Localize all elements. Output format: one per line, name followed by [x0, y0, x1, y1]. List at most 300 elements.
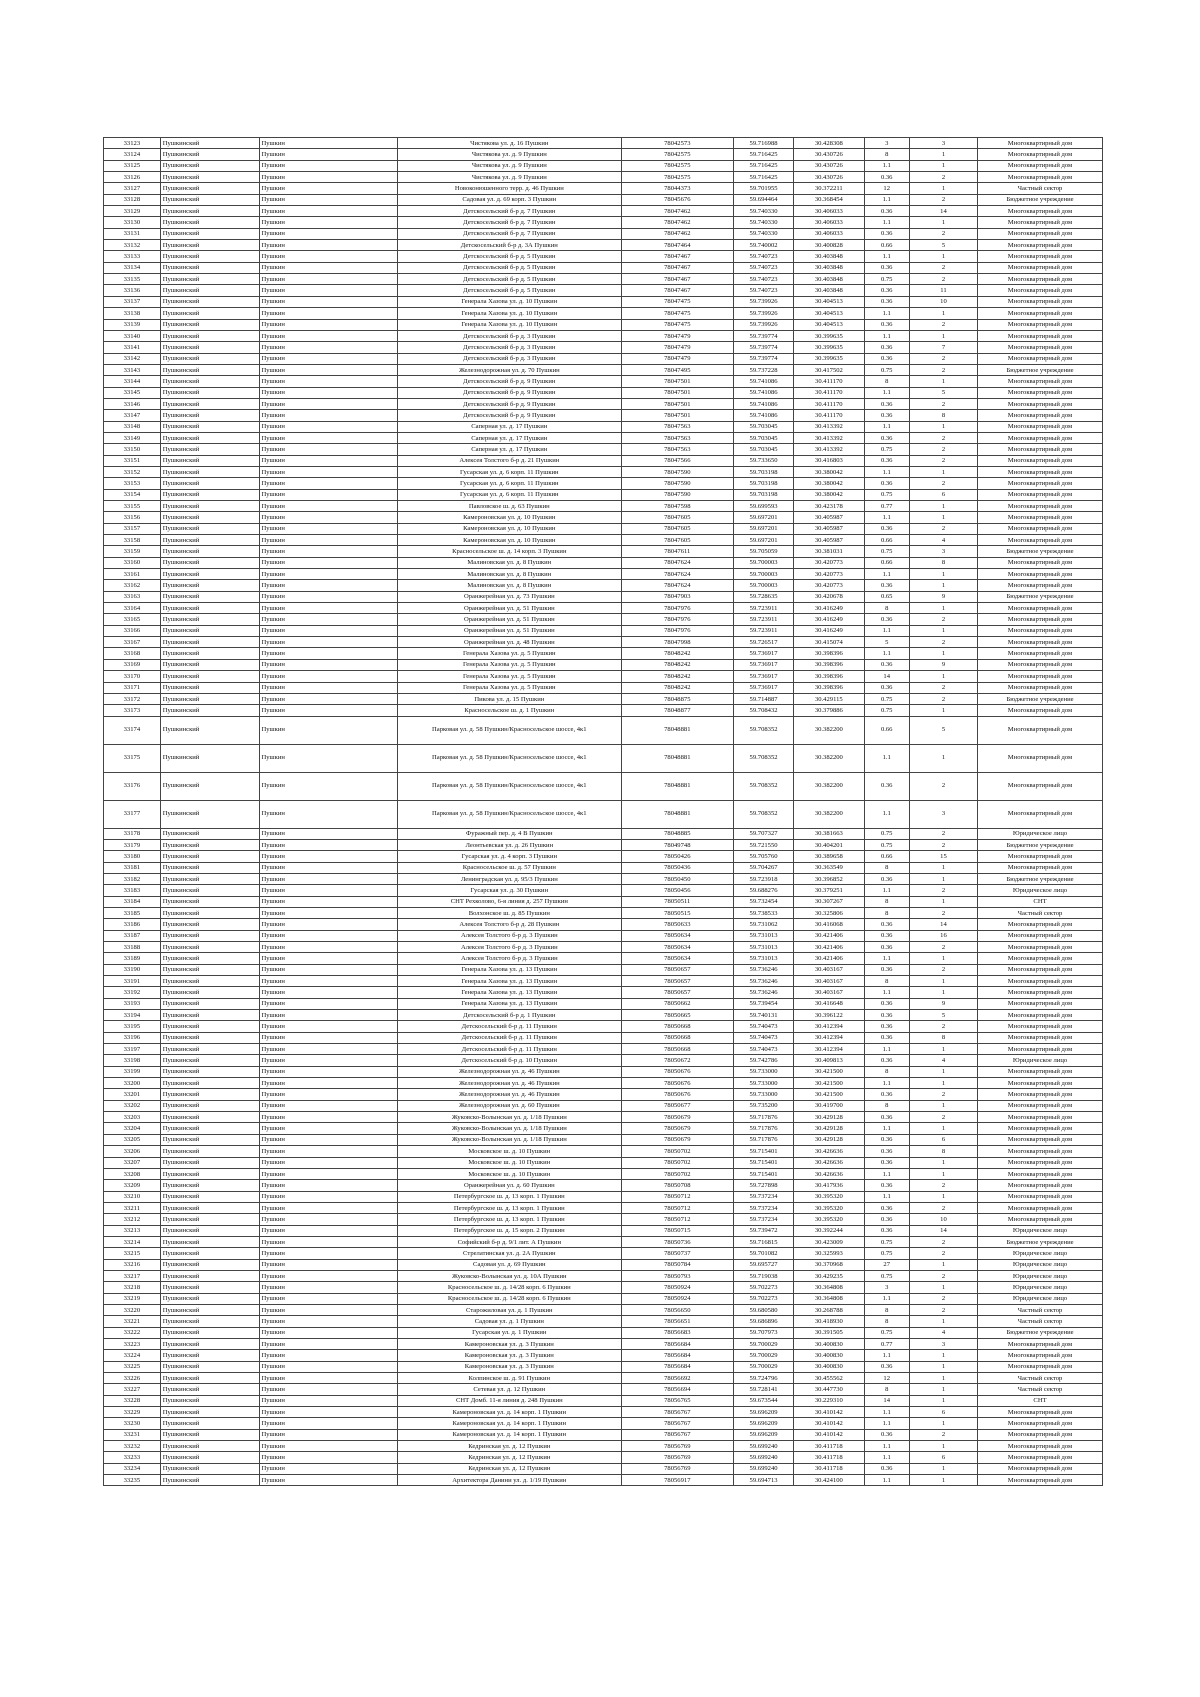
cell-district: Пушкинский	[160, 919, 259, 930]
cell-city: Пушкин	[259, 614, 397, 625]
cell-city: Пушкин	[259, 1282, 397, 1293]
cell-longitude: 30.429128	[794, 1112, 864, 1123]
cell-address: Садовая ул. д. 69 Пушкин	[397, 1259, 621, 1270]
cell-city: Пушкин	[259, 1316, 397, 1327]
table-row	[104, 1475, 1103, 1486]
cell-row-id: 33191	[104, 976, 161, 987]
cell-address: Саперная ул. д. 17 Пушкин	[397, 444, 621, 455]
table-row	[104, 1010, 1103, 1021]
cell-power: 1.1	[864, 512, 909, 523]
cell-latitude: 59.740723	[733, 251, 793, 262]
cell-longitude: 30.410142	[794, 1429, 864, 1440]
cell-longitude: 30.411170	[794, 387, 864, 398]
cell-latitude: 59.715401	[733, 1157, 793, 1168]
cell-power: 1.1	[864, 1191, 909, 1202]
cell-count: 16	[909, 930, 977, 941]
cell-power: 8	[864, 1066, 909, 1077]
cell-latitude: 59.732454	[733, 896, 793, 907]
cell-city: Пушкин	[259, 1361, 397, 1372]
table-row	[104, 228, 1103, 239]
cell-count: 1	[909, 330, 977, 341]
cell-district: Пушкинский	[160, 512, 259, 523]
cell-power: 1.1	[864, 1441, 909, 1452]
cell-row-id: 33165	[104, 614, 161, 625]
cell-row-id: 33217	[104, 1270, 161, 1281]
cell-district: Пушкинский	[160, 580, 259, 591]
cell-row-id: 33182	[104, 873, 161, 884]
cell-object-type: Многоквартирный дом	[978, 976, 1103, 987]
cell-power: 0.36	[864, 1157, 909, 1168]
cell-address: Старожиловая ул. д. 1 Пушкин	[397, 1304, 621, 1315]
cell-object-type: Многоквартирный дом	[978, 1441, 1103, 1452]
cell-row-id: 33130	[104, 217, 161, 228]
cell-city: Пушкин	[259, 862, 397, 873]
cell-power: 1.1	[864, 330, 909, 341]
table-row	[104, 828, 1103, 839]
cell-longitude: 30.406033	[794, 228, 864, 239]
cell-district: Пушкинский	[160, 1180, 259, 1191]
cell-row-id: 33160	[104, 557, 161, 568]
cell-city: Пушкин	[259, 839, 397, 850]
cell-longitude: 30.406033	[794, 206, 864, 217]
cell-district: Пушкинский	[160, 285, 259, 296]
cell-object-code: 78044373	[621, 183, 733, 194]
cell-longitude: 30.429115	[794, 693, 864, 704]
cell-object-code: 78050712	[621, 1191, 733, 1202]
cell-count: 2	[909, 1112, 977, 1123]
cell-longitude: 30.370968	[794, 1259, 864, 1270]
cell-object-code: 78056684	[621, 1339, 733, 1350]
table-row	[104, 330, 1103, 341]
cell-object-type: Бюджетное учреждение	[978, 194, 1103, 205]
cell-latitude: 59.703198	[733, 489, 793, 500]
cell-latitude: 59.738533	[733, 907, 793, 918]
cell-power: 8	[864, 149, 909, 160]
cell-row-id: 33204	[104, 1123, 161, 1134]
cell-count: 1	[909, 580, 977, 591]
cell-address: Генерала Хазова ул. д. 10 Пушкин	[397, 319, 621, 330]
cell-row-id: 33174	[104, 716, 161, 744]
cell-latitude: 59.697201	[733, 523, 793, 534]
cell-count: 1	[909, 501, 977, 512]
cell-city: Пушкин	[259, 1123, 397, 1134]
cell-object-code: 78056651	[621, 1316, 733, 1327]
cell-city: Пушкин	[259, 648, 397, 659]
cell-count: 1	[909, 976, 977, 987]
cell-object-code: 78050784	[621, 1259, 733, 1270]
table-row	[104, 489, 1103, 500]
cell-latitude: 59.705059	[733, 546, 793, 557]
cell-address: Детскосельский б-р д. 5 Пушкин	[397, 274, 621, 285]
cell-count: 1	[909, 896, 977, 907]
cell-longitude: 30.379886	[794, 705, 864, 716]
cell-row-id: 33154	[104, 489, 161, 500]
cell-latitude: 59.716425	[733, 160, 793, 171]
cell-address: Красносельское ш. д. 14 корп. 3 Пушкин	[397, 546, 621, 557]
cell-object-type: Многоквартирный дом	[978, 705, 1103, 716]
table-row	[104, 1055, 1103, 1066]
cell-object-code: 78050657	[621, 987, 733, 998]
cell-longitude: 30.405987	[794, 523, 864, 534]
cell-row-id: 33180	[104, 851, 161, 862]
cell-count: 1	[909, 160, 977, 171]
cell-longitude: 30.426636	[794, 1146, 864, 1157]
cell-object-code: 78050515	[621, 907, 733, 918]
cell-district: Пушкинский	[160, 172, 259, 183]
table-row	[104, 648, 1103, 659]
cell-power: 0.36	[864, 1180, 909, 1191]
cell-latitude: 59.714887	[733, 693, 793, 704]
cell-object-type: Многоквартирный дом	[978, 1066, 1103, 1077]
cell-city: Пушкин	[259, 1191, 397, 1202]
cell-city: Пушкин	[259, 523, 397, 534]
table-row	[104, 138, 1103, 149]
cell-row-id: 33179	[104, 839, 161, 850]
cell-count: 6	[909, 1134, 977, 1145]
cell-count: 2	[909, 319, 977, 330]
cell-count: 1	[909, 149, 977, 160]
table-row	[104, 398, 1103, 409]
cell-district: Пушкинский	[160, 1157, 259, 1168]
table-row	[104, 1304, 1103, 1315]
cell-row-id: 33170	[104, 671, 161, 682]
cell-row-id: 33213	[104, 1225, 161, 1236]
cell-object-type: Бюджетное учреждение	[978, 693, 1103, 704]
cell-object-code: 78042573	[621, 138, 733, 149]
cell-district: Пушкинский	[160, 1044, 259, 1055]
cell-address: Камероновская ул. д. 3 Пушкин	[397, 1339, 621, 1350]
cell-object-code: 78047624	[621, 580, 733, 591]
cell-count: 1	[909, 183, 977, 194]
cell-district: Пушкинский	[160, 274, 259, 285]
cell-district: Пушкинский	[160, 896, 259, 907]
cell-object-type: Многоквартирный дом	[978, 671, 1103, 682]
cell-object-code: 78050657	[621, 976, 733, 987]
cell-power: 1.1	[864, 800, 909, 828]
cell-row-id: 33203	[104, 1112, 161, 1123]
cell-object-type: Многоквартирный дом	[978, 387, 1103, 398]
cell-object-type: Многоквартирный дом	[978, 851, 1103, 862]
cell-address: Жуковско-Волынская ул. д. 1/18 Пушкин	[397, 1112, 621, 1123]
cell-address: Детскосельский б-р д. 5 Пушкин	[397, 251, 621, 262]
cell-count: 7	[909, 342, 977, 353]
cell-row-id: 33200	[104, 1078, 161, 1089]
cell-row-id: 33134	[104, 262, 161, 273]
cell-object-type: Многоквартирный дом	[978, 1361, 1103, 1372]
cell-count: 2	[909, 398, 977, 409]
cell-address: Красносельское ш. д. 14/28 корп. 6 Пушкин	[397, 1282, 621, 1293]
cell-count: 1	[909, 1441, 977, 1452]
cell-latitude: 59.696209	[733, 1407, 793, 1418]
table-row	[104, 149, 1103, 160]
table-row	[104, 682, 1103, 693]
table-row	[104, 1112, 1103, 1123]
cell-object-code: 78056684	[621, 1361, 733, 1372]
cell-longitude: 30.411718	[794, 1452, 864, 1463]
cell-power: 0.66	[864, 557, 909, 568]
cell-count: 2	[909, 1089, 977, 1100]
cell-object-type: Многоквартирный дом	[978, 1452, 1103, 1463]
cell-power: 0.77	[864, 501, 909, 512]
table-row	[104, 432, 1103, 443]
table-row	[104, 1168, 1103, 1179]
cell-latitude: 59.716425	[733, 149, 793, 160]
cell-object-code: 78047475	[621, 308, 733, 319]
cell-district: Пушкинский	[160, 535, 259, 546]
cell-row-id: 33159	[104, 546, 161, 557]
cell-count: 2	[909, 523, 977, 534]
cell-power: 0.36	[864, 398, 909, 409]
cell-object-type: Многоквартирный дом	[978, 1078, 1103, 1089]
cell-object-type: Многоквартирный дом	[978, 1180, 1103, 1191]
cell-object-code: 78056692	[621, 1373, 733, 1384]
cell-address: Малиновская ул. д. 8 Пушкин	[397, 557, 621, 568]
table-row	[104, 1293, 1103, 1304]
cell-object-code: 78050450	[621, 873, 733, 884]
cell-city: Пушкин	[259, 1418, 397, 1429]
cell-city: Пушкин	[259, 1270, 397, 1281]
cell-count: 1	[909, 251, 977, 262]
cell-longitude: 30.412394	[794, 1044, 864, 1055]
cell-address: Алексея Толстого б-р д. 28 Пушкин	[397, 919, 621, 930]
cell-count: 1	[909, 1316, 977, 1327]
cell-longitude: 30.416249	[794, 614, 864, 625]
cell-address: Гусарская ул. д. 6 корп. 11 Пушкин	[397, 466, 621, 477]
table-row	[104, 716, 1103, 744]
cell-power: 0.36	[864, 1089, 909, 1100]
table-row	[104, 353, 1103, 364]
cell-object-type: Многоквартирный дом	[978, 919, 1103, 930]
cell-address: Детскосельский б-р д. 9 Пушкин	[397, 387, 621, 398]
cell-count: 1	[909, 512, 977, 523]
cell-city: Пушкин	[259, 421, 397, 432]
cell-count: 1	[909, 705, 977, 716]
table-row	[104, 659, 1103, 670]
cell-longitude: 30.268788	[794, 1304, 864, 1315]
cell-city: Пушкин	[259, 851, 397, 862]
cell-row-id: 33185	[104, 907, 161, 918]
cell-city: Пушкин	[259, 705, 397, 716]
cell-city: Пушкин	[259, 466, 397, 477]
cell-longitude: 30.382200	[794, 716, 864, 744]
cell-district: Пушкинский	[160, 206, 259, 217]
cell-row-id: 33169	[104, 659, 161, 670]
cell-row-id: 33143	[104, 364, 161, 375]
cell-object-code: 78047598	[621, 501, 733, 512]
cell-count: 1	[909, 671, 977, 682]
cell-address: Алексея Толстого б-р д. 3 Пушкин	[397, 941, 621, 952]
cell-row-id: 33178	[104, 828, 161, 839]
cell-count: 4	[909, 1055, 977, 1066]
cell-city: Пушкин	[259, 885, 397, 896]
cell-city: Пушкин	[259, 1395, 397, 1406]
cell-district: Пушкинский	[160, 1202, 259, 1213]
cell-object-type: Многоквартирный дом	[978, 1407, 1103, 1418]
cell-object-type: Многоквартирный дом	[978, 987, 1103, 998]
cell-address: Жуковско-Волынская ул. д. 1/18 Пушкин	[397, 1123, 621, 1134]
cell-count: 6	[909, 1452, 977, 1463]
cell-longitude: 30.404513	[794, 308, 864, 319]
table-row	[104, 217, 1103, 228]
table-row	[104, 839, 1103, 850]
cell-power: 8	[864, 1384, 909, 1395]
cell-district: Пушкинский	[160, 1418, 259, 1429]
cell-longitude: 30.392244	[794, 1225, 864, 1236]
table-row	[104, 930, 1103, 941]
cell-row-id: 33144	[104, 376, 161, 387]
cell-district: Пушкинский	[160, 987, 259, 998]
table-row	[104, 1066, 1103, 1077]
cell-district: Пушкинский	[160, 160, 259, 171]
cell-object-code: 78056917	[621, 1475, 733, 1486]
cell-row-id: 33225	[104, 1361, 161, 1372]
cell-count: 1	[909, 421, 977, 432]
cell-object-code: 78048881	[621, 800, 733, 828]
cell-count: 2	[909, 274, 977, 285]
cell-object-code: 78047605	[621, 512, 733, 523]
cell-object-type: Многоквартирный дом	[978, 251, 1103, 262]
cell-object-type: Частный сектор	[978, 1316, 1103, 1327]
cell-latitude: 59.723918	[733, 873, 793, 884]
cell-city: Пушкин	[259, 478, 397, 489]
cell-district: Пушкинский	[160, 941, 259, 952]
cell-address: Камероновская ул. д. 10 Пушкин	[397, 535, 621, 546]
cell-city: Пушкин	[259, 262, 397, 273]
cell-city: Пушкин	[259, 1452, 397, 1463]
cell-count: 2	[909, 885, 977, 896]
cell-district: Пушкинский	[160, 1463, 259, 1474]
cell-row-id: 33158	[104, 535, 161, 546]
cell-count: 1	[909, 953, 977, 964]
table-row	[104, 1452, 1103, 1463]
cell-city: Пушкин	[259, 1066, 397, 1077]
cell-address: Кедринская ул. д. 12 Пушкин	[397, 1452, 621, 1463]
cell-longitude: 30.430726	[794, 172, 864, 183]
cell-city: Пушкин	[259, 976, 397, 987]
cell-district: Пушкинский	[160, 432, 259, 443]
cell-object-type: Многоквартирный дом	[978, 285, 1103, 296]
cell-row-id: 33142	[104, 353, 161, 364]
cell-longitude: 30.403848	[794, 262, 864, 273]
cell-address: Детскосельский б-р д. 10 Пушкин	[397, 1055, 621, 1066]
cell-power: 1.1	[864, 1168, 909, 1179]
cell-address: СНТ Рехколово, 6-я линия д. 257 Пушкин	[397, 896, 621, 907]
cell-object-type: Бюджетное учреждение	[978, 1236, 1103, 1247]
cell-longitude: 30.307267	[794, 896, 864, 907]
cell-district: Пушкинский	[160, 1259, 259, 1270]
cell-power: 8	[864, 976, 909, 987]
cell-address: Гусарская ул. д. 4 корп. 3 Пушкин	[397, 851, 621, 862]
cell-count: 1	[909, 1418, 977, 1429]
cell-row-id: 33199	[104, 1066, 161, 1077]
cell-object-code: 78050679	[621, 1112, 733, 1123]
cell-district: Пушкинский	[160, 262, 259, 273]
cell-city: Пушкин	[259, 591, 397, 602]
cell-count: 2	[909, 614, 977, 625]
cell-row-id: 33140	[104, 330, 161, 341]
cell-power: 0.36	[864, 1134, 909, 1145]
cell-object-type: Многоквартирный дом	[978, 1089, 1103, 1100]
cell-city: Пушкин	[259, 828, 397, 839]
cell-object-type: Многоквартирный дом	[978, 240, 1103, 251]
table-row	[104, 364, 1103, 375]
cell-row-id: 33156	[104, 512, 161, 523]
table-row	[104, 1202, 1103, 1213]
cell-object-type: Многоквартирный дом	[978, 376, 1103, 387]
cell-city: Пушкин	[259, 1259, 397, 1270]
cell-latitude: 59.735200	[733, 1100, 793, 1111]
cell-city: Пушкин	[259, 1202, 397, 1213]
cell-power: 0.36	[864, 659, 909, 670]
cell-row-id: 33231	[104, 1429, 161, 1440]
cell-latitude: 59.739472	[733, 1225, 793, 1236]
cell-power: 0.75	[864, 444, 909, 455]
cell-object-type: Юридическое лицо	[978, 1282, 1103, 1293]
cell-object-code: 78047976	[621, 614, 733, 625]
cell-row-id: 33226	[104, 1373, 161, 1384]
cell-address: Чистякова ул. д. 9 Пушкин	[397, 160, 621, 171]
cell-power: 0.36	[864, 964, 909, 975]
cell-power: 0.75	[864, 1236, 909, 1247]
table-row	[104, 1373, 1103, 1384]
cell-object-code: 78047495	[621, 364, 733, 375]
cell-count: 1	[909, 603, 977, 614]
cell-object-code: 78042575	[621, 149, 733, 160]
cell-city: Пушкин	[259, 1146, 397, 1157]
cell-longitude: 30.398396	[794, 671, 864, 682]
cell-district: Пушкинский	[160, 523, 259, 534]
cell-object-code: 78048242	[621, 648, 733, 659]
cell-district: Пушкинский	[160, 569, 259, 580]
cell-city: Пушкин	[259, 907, 397, 918]
cell-longitude: 30.420773	[794, 569, 864, 580]
cell-longitude: 30.391505	[794, 1327, 864, 1338]
table-row	[104, 546, 1103, 557]
cell-latitude: 59.699240	[733, 1441, 793, 1452]
cell-city: Пушкин	[259, 455, 397, 466]
document-page	[103, 137, 1103, 1486]
cell-address: Кедринская ул. д. 12 Пушкин	[397, 1441, 621, 1452]
cell-latitude: 59.705760	[733, 851, 793, 862]
table-row	[104, 1100, 1103, 1111]
cell-district: Пушкинский	[160, 828, 259, 839]
table-row	[104, 1463, 1103, 1474]
cell-object-type: Многоквартирный дом	[978, 410, 1103, 421]
cell-object-code: 78048242	[621, 659, 733, 670]
cell-power: 0.75	[864, 274, 909, 285]
table-row	[104, 964, 1103, 975]
cell-count: 1	[909, 862, 977, 873]
cell-row-id: 33124	[104, 149, 161, 160]
cell-power: 0.36	[864, 432, 909, 443]
cell-district: Пушкинский	[160, 217, 259, 228]
cell-latitude: 59.696209	[733, 1418, 793, 1429]
cell-address: Генерала Хазова ул. д. 13 Пушкин	[397, 987, 621, 998]
cell-object-type: Многоквартирный дом	[978, 138, 1103, 149]
table-row	[104, 862, 1103, 873]
cell-power: 1.1	[864, 1350, 909, 1361]
cell-longitude: 30.403848	[794, 274, 864, 285]
cell-latitude: 59.697201	[733, 535, 793, 546]
cell-district: Пушкинский	[160, 444, 259, 455]
table-row	[104, 987, 1103, 998]
cell-city: Пушкин	[259, 1010, 397, 1021]
table-row	[104, 172, 1103, 183]
cell-power: 8	[864, 376, 909, 387]
cell-longitude: 30.416249	[794, 603, 864, 614]
cell-power: 0.75	[864, 489, 909, 500]
cell-address: Железнодорожная ул. д. 46 Пушкин	[397, 1078, 621, 1089]
